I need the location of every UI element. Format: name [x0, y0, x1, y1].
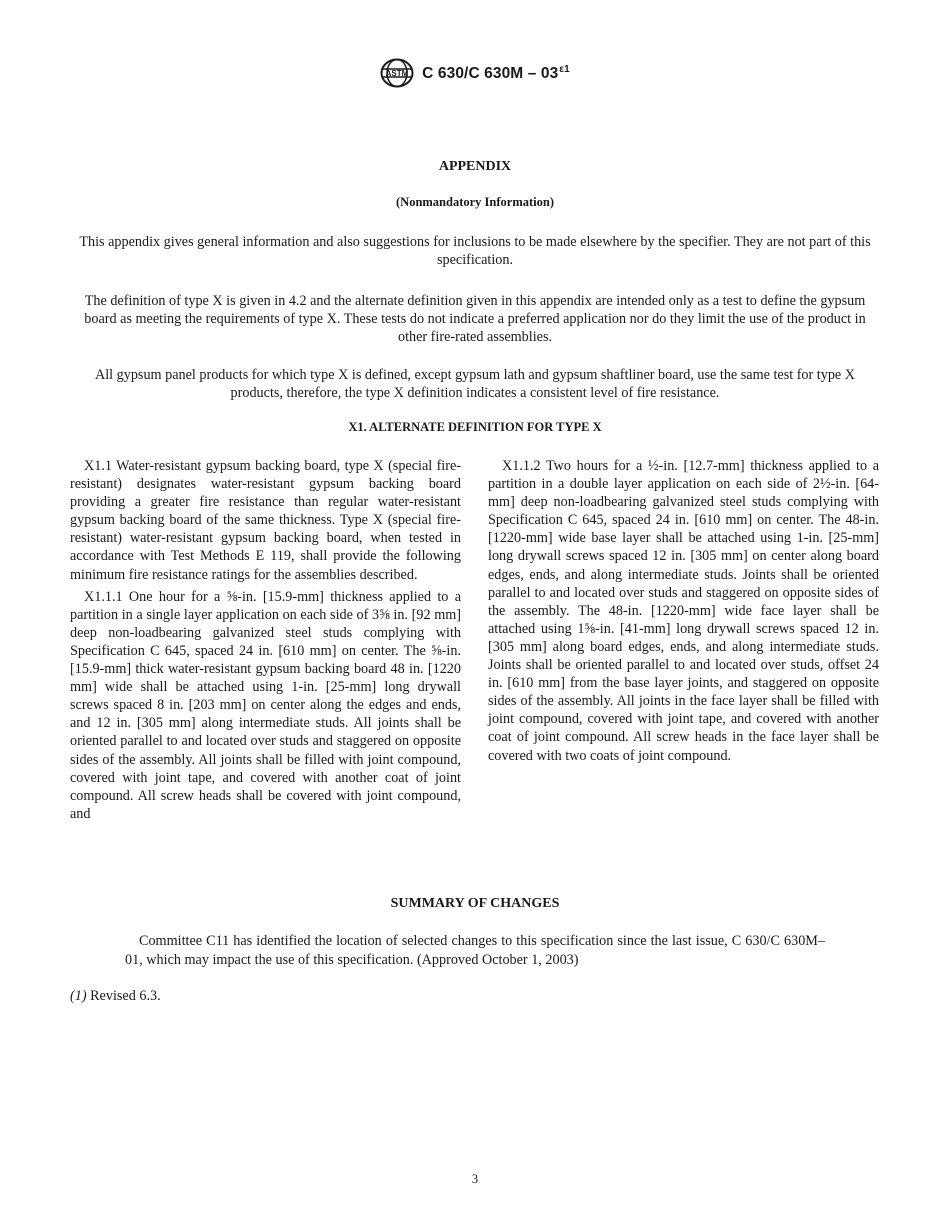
- appendix-title: APPENDIX: [438, 159, 512, 174]
- logo-text: ASTM: [385, 69, 409, 78]
- intro-paragraph-3: All gypsum panel products for which type X is defined, except gypsum lath and gypsum shaftliner board, use the same test for type X products, therefore, the type X definition indicates a consistent level of fire resistance.: [94, 367, 856, 401]
- change-text: Revised 6.3.: [86, 988, 161, 1004]
- section-title: X1. ALTERNATE DEFINITION FOR TYPE X: [348, 420, 602, 434]
- intro-paragraph-2: The definition of type X is given in 4.2 and the alternate definition given in this appendix are intended only as a test to define the gypsum board as meeting the requirements of type X. These tests do not indicate a preferred application nor do they limit the use of the product in other fire-rated assemblies.: [84, 293, 866, 345]
- change-item: [70, 988, 161, 1005]
- paragraph-x1-1-1: X1.1.1 One hour for a ⅝-in. [15.9-mm] thickness applied to a partition in a single layer application on each side of 3⅝ in. [92 mm] deep non-loadbearing galvanized steel studs complying with Specification C 645, spaced 24 in. [610 mm] on center. The ⅝-in. [15.9-mm] thick water-resistant gypsum backing board 48 in. [1220 mm] wide shall be attached using 1-in. [25-mm] long drywall screws spaced 8 in. [203 mm] on center along the edges and ends, and 12 in. [305 mm] along intermediate studs. All joints shall be oriented parallel to and located over studs and staggered on opposite sides of the assembly. All joints shall be filled with joint compound, covered with joint tape, and covered with another coat of joint compound. All screw heads shall be covered with joint compound, and: [70, 588, 461, 822]
- appendix-subtitle: (Nonmandatory Information): [396, 195, 554, 209]
- epsilon-superscript: ε1: [559, 63, 570, 75]
- paragraph-x1-1: X1.1 Water-resistant gypsum backing board, type X (special fire-resistant) designates water-resistant gypsum backing board providing a greater fire resistance than regular water-resistant gypsum backing board of the same thickness. Type X (special fire-resistant) water-resistant gypsum backing board, when tested in accordance with Test Methods E 119, shall provide the following minimum fire resistance ratings for the assemblies described.: [70, 458, 461, 583]
- summary-text: [125, 932, 825, 969]
- right-column: [488, 457, 879, 769]
- standard-designation: C 630/C $630M - 03^{\varepsilon 1}$: [422, 63, 570, 82]
- intro-paragraph-1: This appendix gives general information and also suggestions for inclusions to be made elsewhere by the specifier. They are not part of this specification.: [79, 234, 871, 268]
- page-number: 3: [471, 1172, 479, 1186]
- paragraph-x1-1-2: X1.1.2 Two hours for a ½-in. [12.7-mm] thickness applied to a partition in a double layer application on each side of 2½-in. [64-mm] deep non-loadbearing galvanized steel studs complying with Specification C 645, spaced 24 in. [610 mm] on center. The 48-in. [1220-mm] wide base layer shall be attached using 1-in. [25-mm] long drywall screws spaced 12 in. [305 mm] on center along board edges, ends, and along intermediate studs. Joints shall be oriented parallel to and located over studs and staggered on opposite sides of the assembly. The 48-in. [1220-mm] wide face layer shall be attached using 1⅝-in. [41-mm] long drywall screws spaced 12 in. [305 mm] along board edges, ends, and along intermediate studs. Joints shall be oriented parallel to and located over studs, offset 24 in. [610 mm] from the base layer joints, and staggered on opposite sides of the assembly. All joints in the face layer shall be filled with joint compound, covered with joint tape, and covered with another coat of joint compound. All screw heads in the face layer shall be covered with two coats of joint compound.: [488, 458, 879, 764]
- astm-logo-icon: [380, 58, 414, 88]
- left-column: [70, 457, 461, 827]
- page-header: [0, 58, 950, 92]
- summary-title: SUMMARY OF CHANGES: [390, 896, 560, 911]
- summary-paragraph: Committee C11 has identified the location of selected changes to this specification since the last issue, C 630/C 630M–01, which may impact the use of this specification. (Approved October 1, 2003): [125, 933, 825, 968]
- change-number: (1): [70, 988, 87, 1004]
